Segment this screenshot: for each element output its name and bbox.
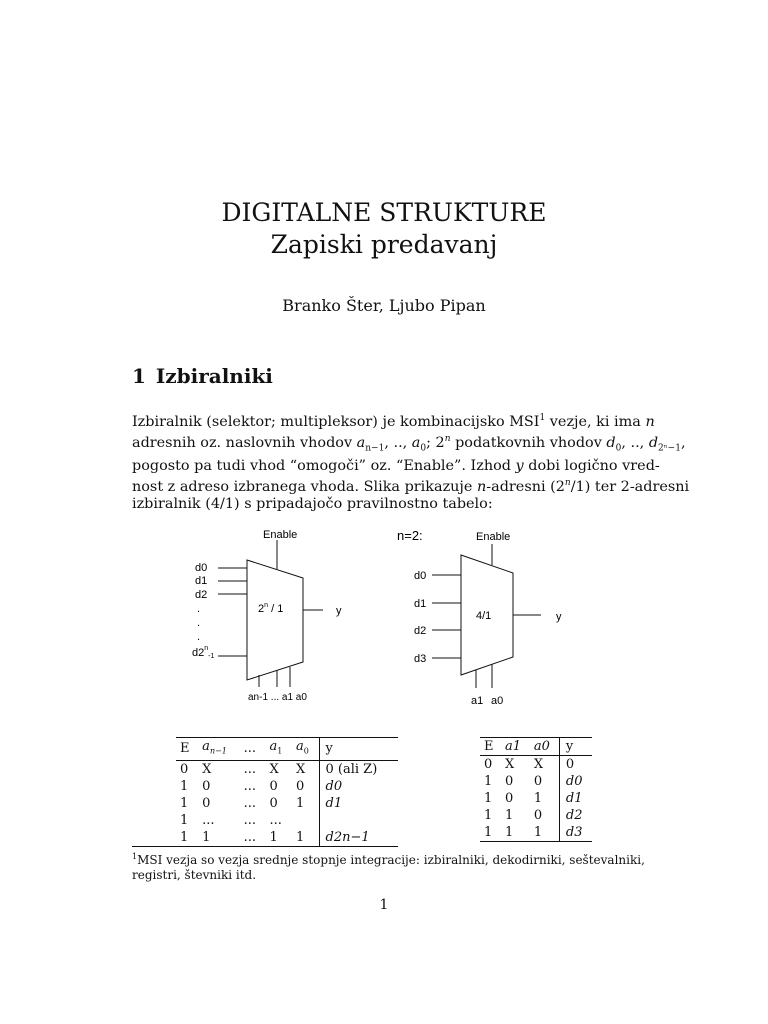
table-row: 1 ... ... ... bbox=[176, 812, 398, 829]
enable-label: Enable bbox=[476, 531, 511, 543]
diagram-heading: n=2: bbox=[397, 528, 423, 543]
table-header-row: E $a_{n-1}$ ... $a_1$ $a_0$ y bbox=[176, 738, 398, 761]
input-label-last: $d2^n_{-1}$ bbox=[192, 645, 215, 660]
footnote-rule bbox=[132, 846, 232, 847]
output-label: y bbox=[336, 605, 342, 617]
input-label: d3 bbox=[414, 653, 427, 665]
table-row: 1 0 0 d0 bbox=[480, 773, 592, 790]
input-label: d2 bbox=[195, 589, 208, 601]
table-row: 1 1 ... 1 1 d2n−1 bbox=[176, 829, 398, 847]
ellipsis-dot: . bbox=[197, 617, 201, 629]
document-title: DIGITALNE STRUKTURE bbox=[221, 198, 547, 227]
ellipsis-dot: . bbox=[197, 631, 201, 643]
input-label: d1 bbox=[414, 598, 427, 610]
page-number: 1 bbox=[379, 897, 389, 913]
footnote-line: registri, števniki itd. bbox=[132, 868, 257, 882]
section-heading bbox=[132, 364, 273, 388]
footnote bbox=[132, 849, 645, 883]
input-label: d2 bbox=[414, 625, 427, 637]
paragraph-line: izbiralnik (4/1) s pripadajočo pravilnostno tabelo: bbox=[132, 496, 493, 513]
mux-block bbox=[247, 560, 303, 680]
table-row: 1 1 0 d2 bbox=[480, 807, 592, 824]
intro-paragraph bbox=[132, 410, 690, 513]
document-subtitle: Zapiski predavanj bbox=[270, 230, 498, 259]
input-label: d0 bbox=[414, 570, 427, 582]
section-number: 1 bbox=[132, 364, 146, 388]
input-label: d0 bbox=[195, 562, 208, 574]
authors: Branko Šter, Ljubo Pipan bbox=[282, 296, 486, 315]
table-row: 0 X ... X X 0 (ali Z) bbox=[176, 760, 398, 778]
mux-4to1-diagram bbox=[395, 522, 595, 712]
paragraph-line: adresnih oz. naslovnih vhodov $a_{n-1}$, .., $a_0$; 2$^n$ podatkovnih vhodov $d_0$, .., $d_{2^n-1}$, bbox=[132, 434, 686, 454]
paragraph-line: Izbiralnik (selektor; multipleksor) je kombinacijsko MSI$^1$ vezje, ki ima n bbox=[132, 413, 655, 430]
footnote-line: $^1$MSI vezja so vezja srednje stopnje integracije: izbiralniki, dekodirniki, seštevalniki, bbox=[132, 852, 645, 867]
input-label: d1 bbox=[195, 575, 208, 587]
paragraph-line: pogosto pa tudi vhod “omogoči” oz. “Enable”. Izhod y dobi logično vred- bbox=[132, 457, 660, 474]
truth-table-general bbox=[176, 737, 398, 847]
ellipsis-dot: . bbox=[197, 603, 201, 615]
block-label: 2$^n$ / 1 bbox=[258, 602, 284, 615]
truth-table-4to1 bbox=[480, 737, 592, 842]
table-row: 1 0 1 d1 bbox=[480, 790, 592, 807]
table-row: 1 0 ... 0 1 d1 bbox=[176, 795, 398, 812]
footnote-mark: 1 bbox=[132, 852, 138, 861]
address-labels: an-1 ... a1 a0 bbox=[248, 692, 307, 703]
paragraph-line: nost z adreso izbranega vhoda. Slika prikazuje n-adresni (2$^n$/1) ter 2-adresni bbox=[132, 478, 690, 495]
block-label: 4/1 bbox=[476, 610, 492, 622]
address-label: a0 bbox=[491, 695, 504, 707]
enable-label: Enable bbox=[263, 529, 298, 541]
table-header-row: E a1 a0 y bbox=[480, 738, 592, 756]
footnote-ref: 1 bbox=[539, 413, 546, 423]
mux-2n-diagram bbox=[180, 520, 380, 710]
section-title: Izbiralniki bbox=[155, 364, 273, 388]
table-row: 1 1 1 d3 bbox=[480, 824, 592, 842]
table-row: 1 0 ... 0 0 d0 bbox=[176, 778, 398, 795]
output-label: y bbox=[556, 611, 562, 623]
address-label: a1 bbox=[471, 695, 484, 707]
table-row: 0 X X 0 bbox=[480, 756, 592, 774]
